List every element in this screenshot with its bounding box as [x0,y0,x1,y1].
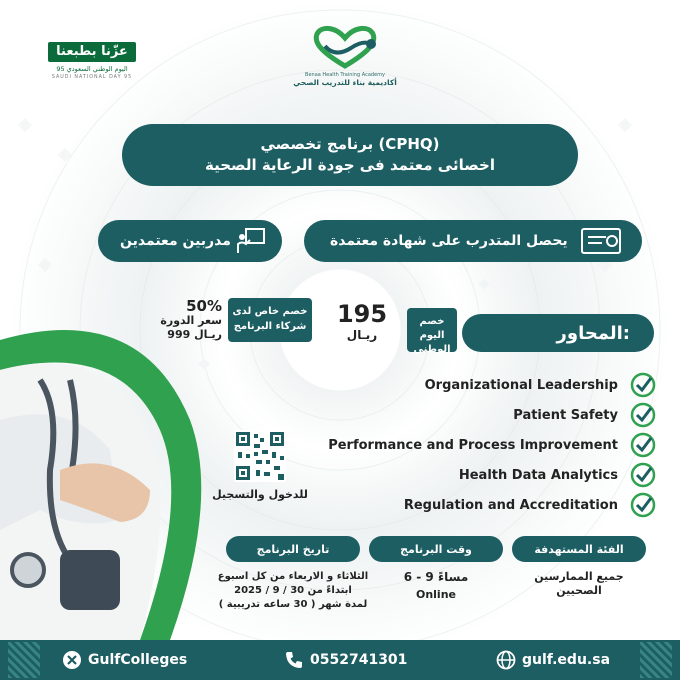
axes-title: المحاور: [462,314,654,352]
certificate-label: يحصل المتدرب على شهادة معتمدة [330,233,568,249]
topic-label: Regulation and Accreditation [403,497,618,513]
saudi-logo-main: عزّنا بطبعنا [48,42,136,62]
program-date-line-1: الثلاثاء و الاربعاء من كل اسبوع [217,571,369,582]
footer-pattern-left [8,642,40,678]
national-price-value: 195 [336,300,388,328]
program-date-line-2: ابتداءً من 30 / 9 / 2025 [234,585,352,596]
phone-icon [284,650,304,670]
target-audience-value: جميع الممارسين الصحيين [534,570,624,597]
course-price-label: سعر الدورة [160,314,222,327]
list-item [300,400,656,430]
footer-phone-number: 0552741301 [310,652,408,668]
list-item [300,370,656,400]
saudi-logo-line: اليوم الوطني السعودي 95 [56,65,128,73]
program-time-value: 6 - 9 مساءً [403,570,469,584]
certificate-pill [304,220,642,262]
footer-brand: GulfColleges [88,652,188,668]
program-mode: Online [415,588,456,601]
saudi-national-day-logo [40,40,144,92]
list-item [300,490,656,520]
list-item [300,430,656,460]
topic-label: Performance and Process Improvement [328,437,618,453]
check-icon [630,492,656,518]
footer-social[interactable] [62,650,187,670]
national-price-currency: ريـال [346,328,378,342]
topic-label: Health Data Analytics [458,467,618,483]
footer [0,640,680,680]
program-date-pill: تاريخ البرنامج [226,536,360,562]
trainers-label: مدربين معتمدين [120,233,231,249]
x-logo-icon [62,650,82,670]
certificate-icon [580,226,622,256]
footer-site: gulf.edu.sa [522,652,611,668]
discount-percent: 50% [186,297,222,315]
partner-discount-tag: خصم خاص لدى شركاء البرنامج [228,298,312,342]
check-icon [630,462,656,488]
academy-name-ar: أكاديمية بناء للتدريب الصحي [293,78,397,87]
saudi-logo-tag: SAUDI NATIONAL DAY 95 [51,75,133,80]
target-audience-pill: الفئة المستهدفة [512,536,646,562]
list-item [300,460,656,490]
national-day-price [322,300,402,342]
academy-logo [290,24,400,100]
check-icon [630,402,656,428]
footer-website[interactable] [496,650,610,670]
academy-name-en: Benaa Health Training Academy [305,72,385,78]
footer-pattern-right [640,642,672,678]
trainer-board-icon [236,227,266,255]
trainers-pill [98,220,282,262]
national-day-tag: خصم اليوم الوطني [407,308,457,352]
heart-stethoscope-icon [305,24,385,70]
program-date-line-3: لمدة شهر ( 30 ساعه تدريبية ) [218,599,368,610]
program-time-pill: وقت البرنامج [369,536,503,562]
course-price: 999 ريـال [167,328,222,341]
globe-icon [496,650,516,670]
program-title [122,124,578,186]
title-line-1: برنامج تخصصي (CPHQ) [260,135,440,153]
check-icon [630,372,656,398]
qr-label: للدخول والتسجيل [212,488,308,501]
topic-label: Patient Safety [513,407,618,423]
check-icon [630,432,656,458]
title-line-2: اخصائى معتمد فى جودة الرعاية الصحية [205,156,495,174]
topics-list [300,370,656,520]
footer-phone[interactable] [284,650,407,670]
topic-label: Organizational Leadership [424,377,618,393]
